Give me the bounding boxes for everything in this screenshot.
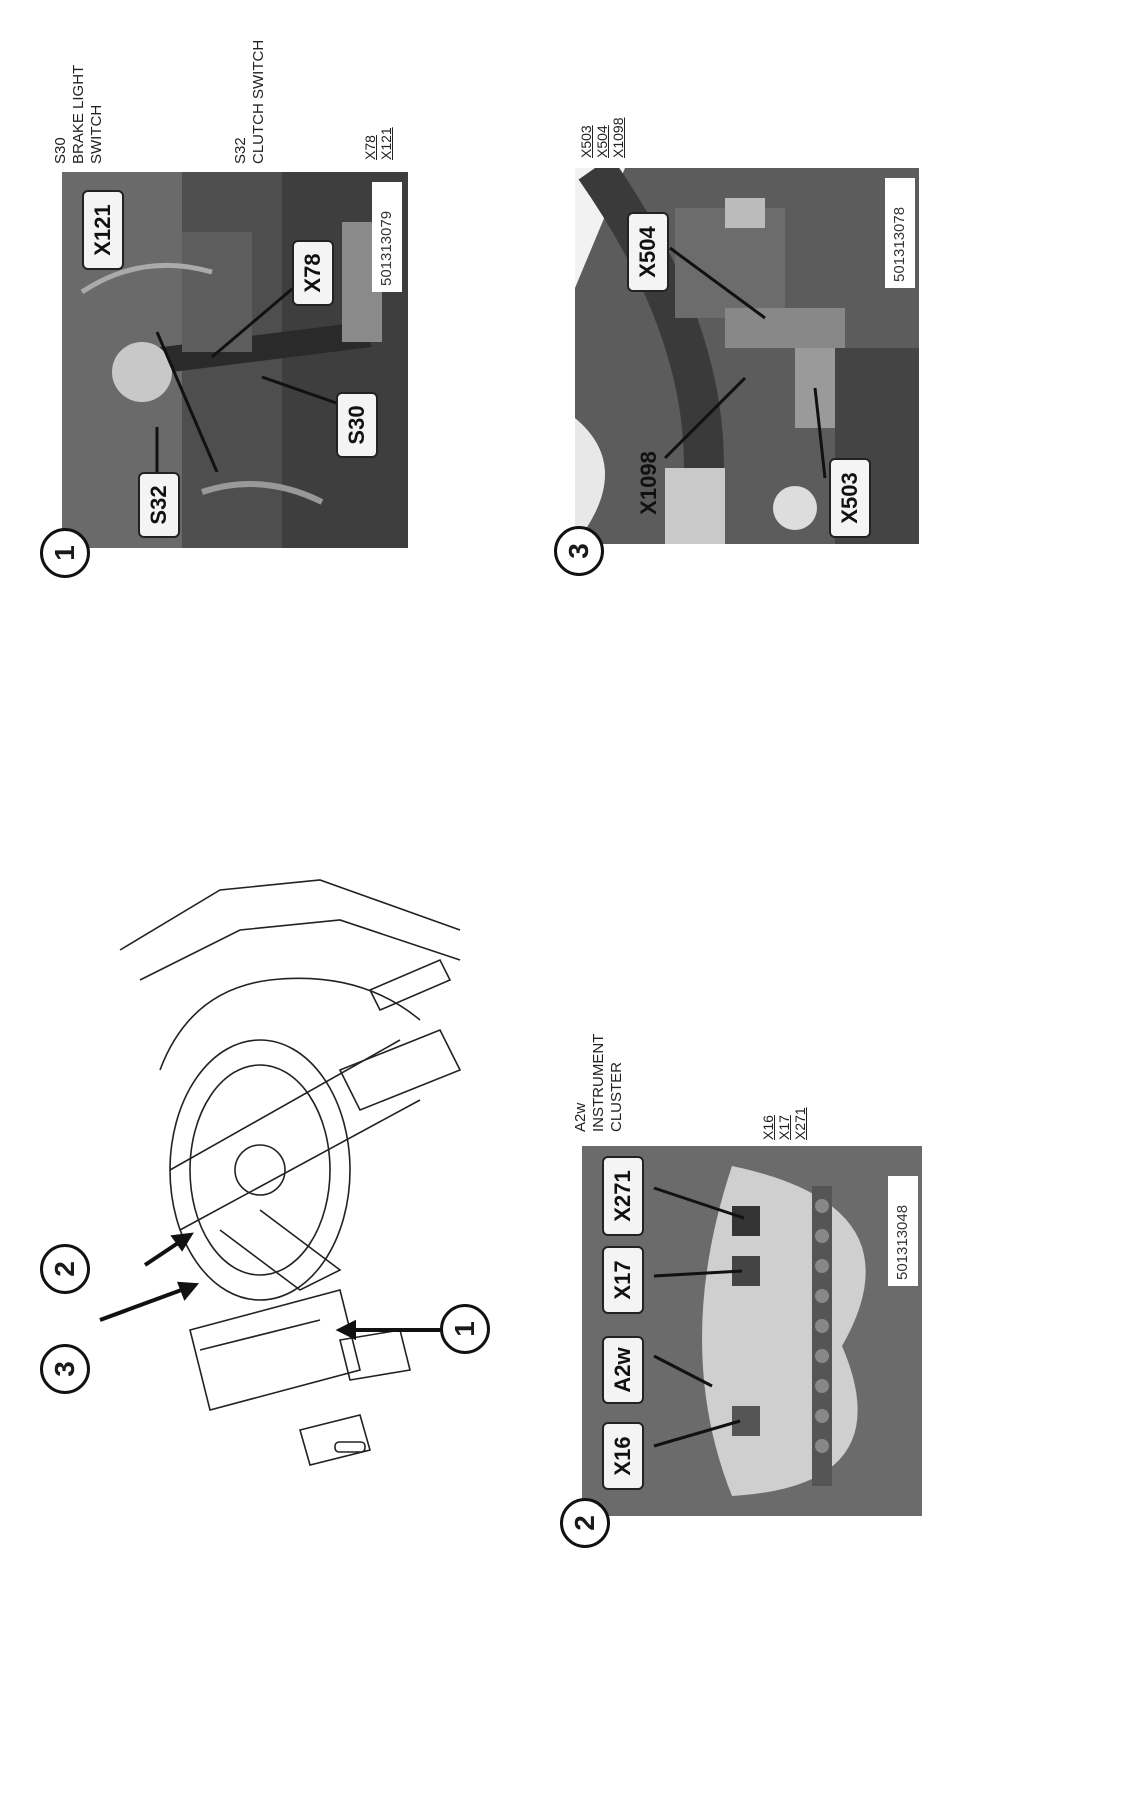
connector-x121: X121	[378, 127, 394, 160]
callout-x504: X504	[627, 212, 669, 292]
legend-desc-a2w-line2: CLUSTER	[608, 1061, 625, 1132]
callout-x78: X78	[292, 240, 334, 306]
photo-1-legend	[52, 30, 282, 165]
photo-1-number-marker: 1	[40, 528, 90, 578]
callout-a2w: A2w	[602, 1336, 644, 1404]
photo-dash-connectors	[575, 168, 919, 544]
photo-2-number-marker: 2	[560, 1498, 610, 1548]
connector-x271: X271	[792, 1107, 808, 1140]
callout-x16: X16	[602, 1422, 644, 1490]
callout-s32: S32	[138, 472, 180, 538]
photo-3-image-id: 501313078	[885, 178, 915, 288]
connector-x1098: X1098	[610, 117, 626, 158]
overview-marker-1: 1	[440, 1304, 490, 1354]
connector-x503: X503	[578, 125, 594, 158]
photo-2-legend	[572, 1032, 662, 1132]
photo-3-connector-list	[578, 100, 648, 160]
photo-instrument-cluster	[582, 1146, 922, 1516]
callout-x1098: X1098	[636, 451, 661, 515]
callout-x17: X17	[602, 1246, 644, 1314]
legend-code-s30: S30	[52, 137, 69, 164]
connector-x504: X504	[594, 125, 610, 158]
photo-2-connector-list	[760, 1100, 830, 1150]
overview-marker-2: 2	[40, 1244, 90, 1294]
callout-x121: X121	[82, 190, 124, 270]
legend-desc-a2w-line1: INSTRUMENT	[590, 1033, 607, 1132]
callout-x271: X271	[602, 1156, 644, 1236]
callout-s30: S30	[336, 392, 378, 458]
photo-2-image-id: 501313048	[888, 1176, 918, 1286]
photo-1-connector-list	[362, 100, 412, 160]
legend-code-a2w: A2w	[572, 1102, 589, 1132]
dashboard-overview-drawing	[40, 870, 510, 1510]
photo-3-number-marker: 3	[554, 526, 604, 576]
connector-x17: X17	[776, 1115, 792, 1140]
connector-x16: X16	[760, 1115, 776, 1140]
legend-desc-s30-line2: SWITCH	[88, 104, 105, 164]
legend-desc-s30-line1: BRAKE LIGHT	[70, 64, 87, 164]
overview-marker-3: 3	[40, 1344, 90, 1394]
legend-desc-s32-line1: CLUTCH SWITCH	[250, 39, 267, 164]
photo-brake-clutch-switch	[62, 172, 408, 548]
legend-code-s32: S32	[232, 137, 249, 164]
connector-x78: X78	[362, 135, 378, 160]
callout-x503: X503	[829, 458, 871, 538]
photo-1-image-id: 501313079	[372, 182, 402, 292]
